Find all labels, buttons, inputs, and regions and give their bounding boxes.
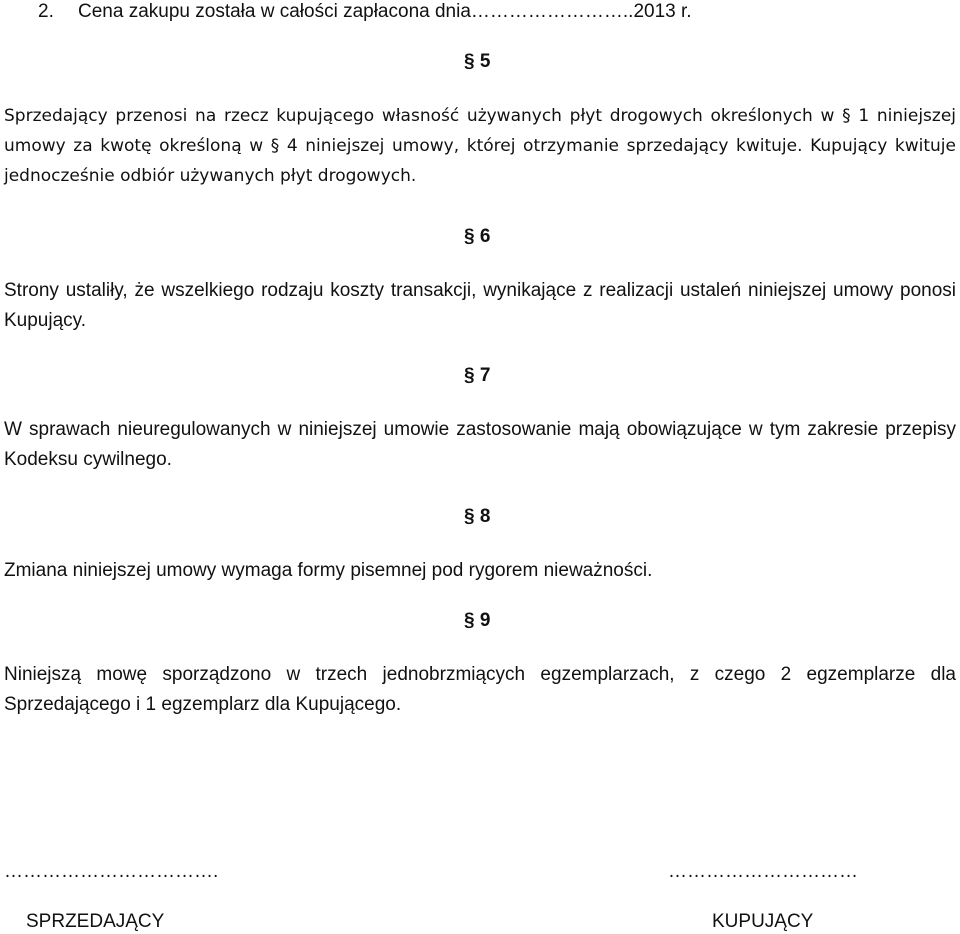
payment-clause-text: Cena zakupu została w całości zapłacona dnia……………………..2013 r.: [78, 1, 692, 22]
section-6-heading: § 6: [464, 226, 491, 247]
section-6-text: Strony ustaliły, że wszelkiego rodzaju koszty transakcji, wynikające z realizacji ustaleń niniejszej umowy ponosi Kupujący.: [4, 280, 956, 331]
section-5-text: Sprzedający przenosi na rzecz kupującego własność używanych płyt drogowych określonych w § 1 niniejszej umowy za kwotę określoną w § 4 niniejszej umowy, której otrzymanie sprzedający kwituje. Kupujący kwituje jednocześnie odbiór używanych płyt drogowych.: [4, 106, 956, 186]
seller-signature-line: …………………………….: [4, 861, 219, 882]
section-8-heading: § 8: [464, 506, 491, 527]
section-8-text: Zmiana niniejszej umowy wymaga formy pisemnej pod rygorem nieważności.: [4, 560, 653, 581]
seller-signature-label: SPRZEDAJĄCY: [26, 911, 165, 932]
section-9-heading: § 9: [464, 610, 491, 631]
section-7-heading: § 7: [464, 365, 491, 386]
buyer-signature-label: KUPUJĄCY: [712, 911, 814, 932]
section-7-text: W sprawach nieuregulowanych w niniejszej umowie zastosowanie mają obowiązujące w tym zakresie przepisy Kodeksu cywilnego.: [4, 419, 956, 470]
buyer-signature-line: …………………………: [668, 861, 858, 882]
payment-clause: [38, 0, 692, 24]
section-5-heading: § 5: [464, 51, 491, 72]
list-number: 2.: [38, 1, 54, 22]
section-9-text: Niniejszą mowę sporządzono w trzech jednobrzmiących egzemplarzach, z czego 2 egzemplarze dla Sprzedającego i 1 egzemplarz dla Kupującego.: [4, 664, 956, 715]
